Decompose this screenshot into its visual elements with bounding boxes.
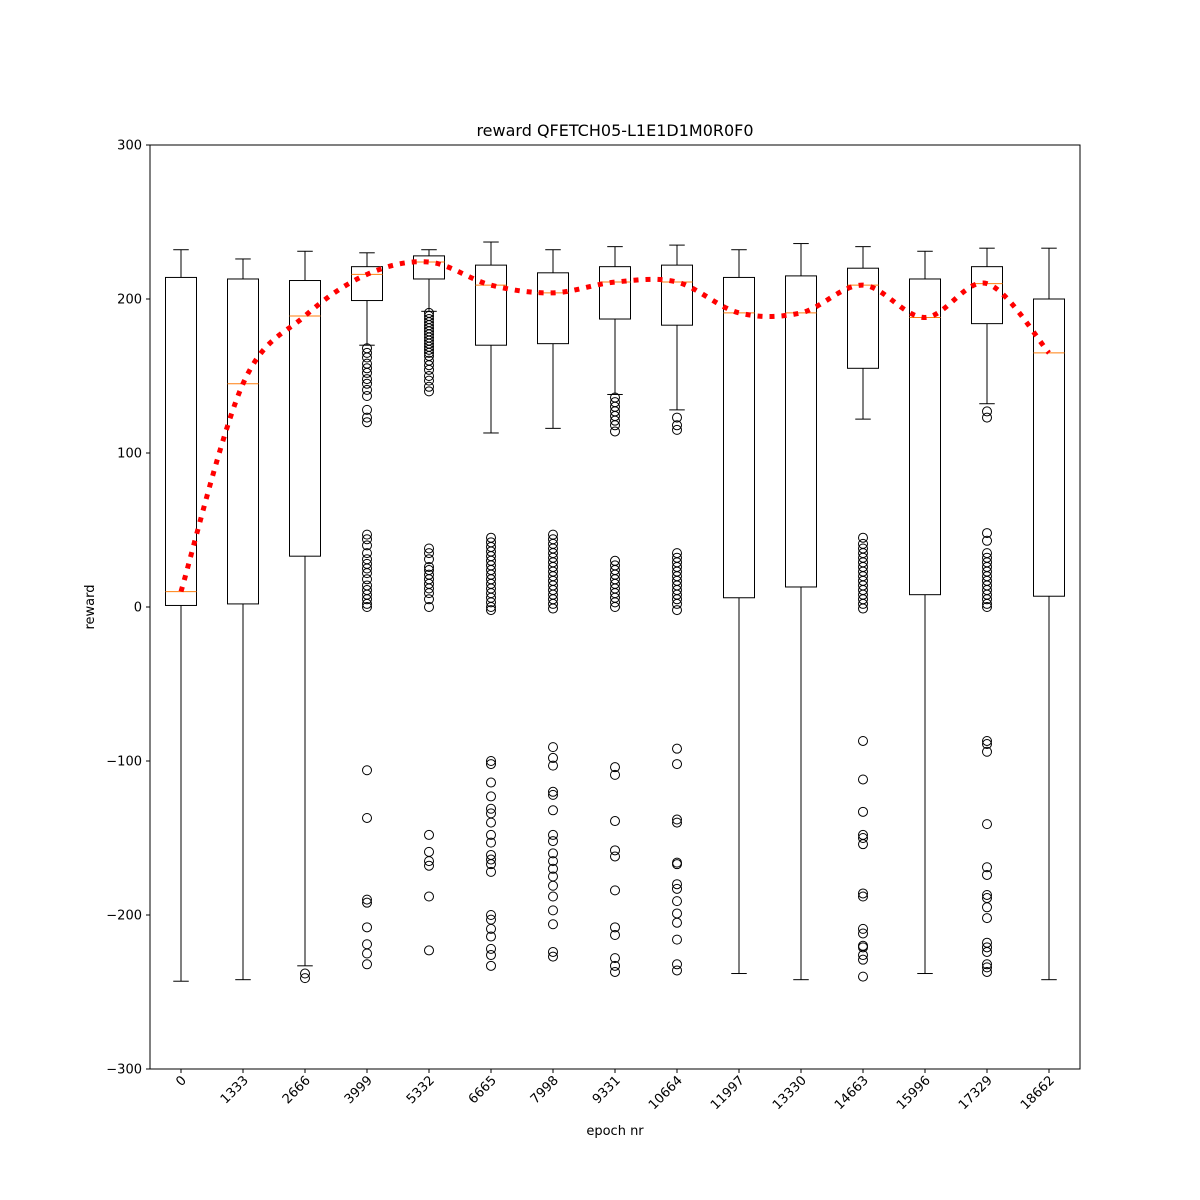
x-tick-label: 13330 [769,1073,810,1114]
x-tick-label: 9331 [589,1073,624,1108]
x-tick-label: 0 [173,1073,190,1090]
y-tick-label: 0 [133,600,142,616]
x-tick-label: 10664 [645,1073,686,1114]
x-tick-label: 5332 [403,1073,438,1108]
x-tick-label: 3999 [341,1073,376,1108]
x-tick-label: 2666 [279,1073,314,1108]
y-tick-label: −200 [106,908,142,924]
x-axis-label: epoch nr [586,1124,644,1139]
y-tick-label: 200 [117,292,142,308]
y-tick-label: 300 [117,138,142,154]
y-axis-label: reward [83,584,98,630]
x-tick-label: 1333 [217,1073,252,1108]
y-tick-label: −100 [106,754,142,770]
y-tick-label: −300 [106,1062,142,1078]
x-tick-label: 15996 [893,1073,934,1114]
x-tick-label: 14663 [831,1073,872,1114]
x-tick-label: 18662 [1017,1073,1058,1114]
x-tick-label: 6665 [465,1073,500,1108]
x-tick-label: 11997 [707,1073,748,1114]
chart-title: reward QFETCH05-L1E1D1M0R0F0 [476,121,754,140]
y-tick-label: 100 [117,446,142,462]
x-tick-label: 7998 [527,1073,562,1108]
x-tick-label: 17329 [955,1073,996,1114]
